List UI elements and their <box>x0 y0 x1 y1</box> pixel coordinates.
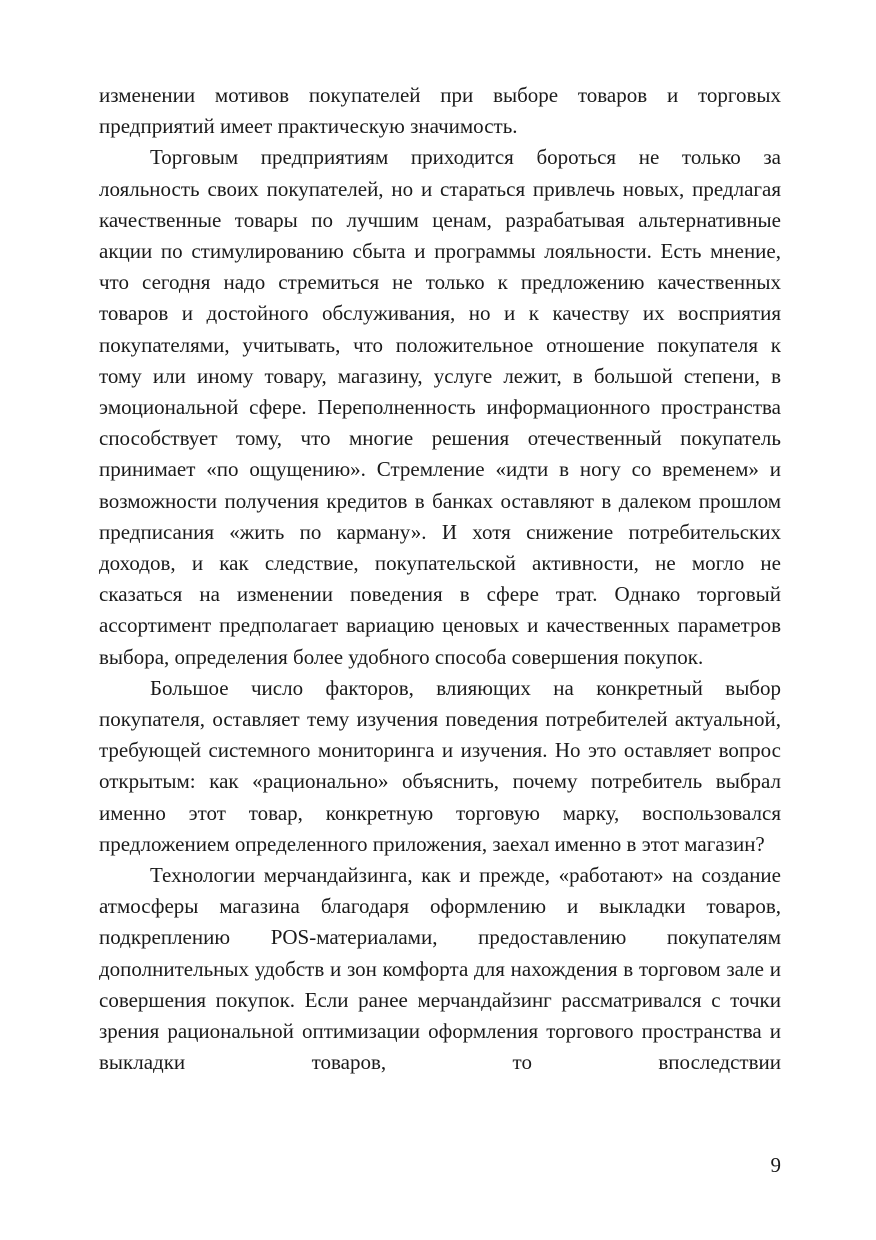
body-text <box>99 80 781 1079</box>
page-number: 9 <box>770 1153 781 1177</box>
paragraph-retail-loyalty: Торговым предприятиям приходится бороться не только за лояльность своих покупателей, но и стараться привлечь новых, предлагая качественные товары по лучшим ценам, разрабатывая альтернативные акции по стимулированию сбыта и программы лояльности. Есть мнение, что сегодня надо стремиться не только к предложению качественных товаров и достойного обслуживания, но и к качеству их восприятия покупателями, учитывать, что положительное отношение покупателя к тому или иному товару, магазину, услуге лежит, в большой степени, в эмоциональной сфере. Переполненность информационного пространства способствует тому, что многие решения отечественный покупатель принимает «по ощущению». Стремление «идти в ногу со временем» и возможности получения кредитов в банках оставляют в далеком прошлом предписания «жить по карману». И хотя снижение потребительских доходов, и как следствие, покупательской активности, не могло не сказаться на изменении поведения в сфере трат. Однако торговый ассортимент предполагает вариацию ценовых и качественных параметров выбора, определения более удобного способа совершения покупок. <box>99 145 781 669</box>
paragraph-consumer-factors: Большое число факторов, влияющих на конкретный выбор покупателя, оставляет тему изучения поведения потребителей актуальной, требующей системного мониторинга и изучения. Но это оставляет вопрос открытым: как «рационально» объяснить, почему потребитель выбрал именно этот товар, конкретную торговую марку, воспользовался предложением определенного приложения, заехал именно в этот магазин? <box>99 675 781 856</box>
paragraph-continuation: изменении мотивов покупателей при выборе товаров и торговых предприятий имеет практическую значимость. <box>99 83 781 139</box>
paragraph-merchandising: Технологии мерчандайзинга, как и прежде, «работают» на создание атмосферы магазина благодаря оформлению и выкладки товаров, подкреплению POS-материалами, предоставлению покупателям дополнительных удобств и зон комфорта для нахождения в торговом зале и совершения покупок. Если ранее мерчандайзинг рассматривался с точки зрения рациональной оптимизации оформления торгового пространства и выкладки товаров, то впоследствии <box>99 863 781 1075</box>
